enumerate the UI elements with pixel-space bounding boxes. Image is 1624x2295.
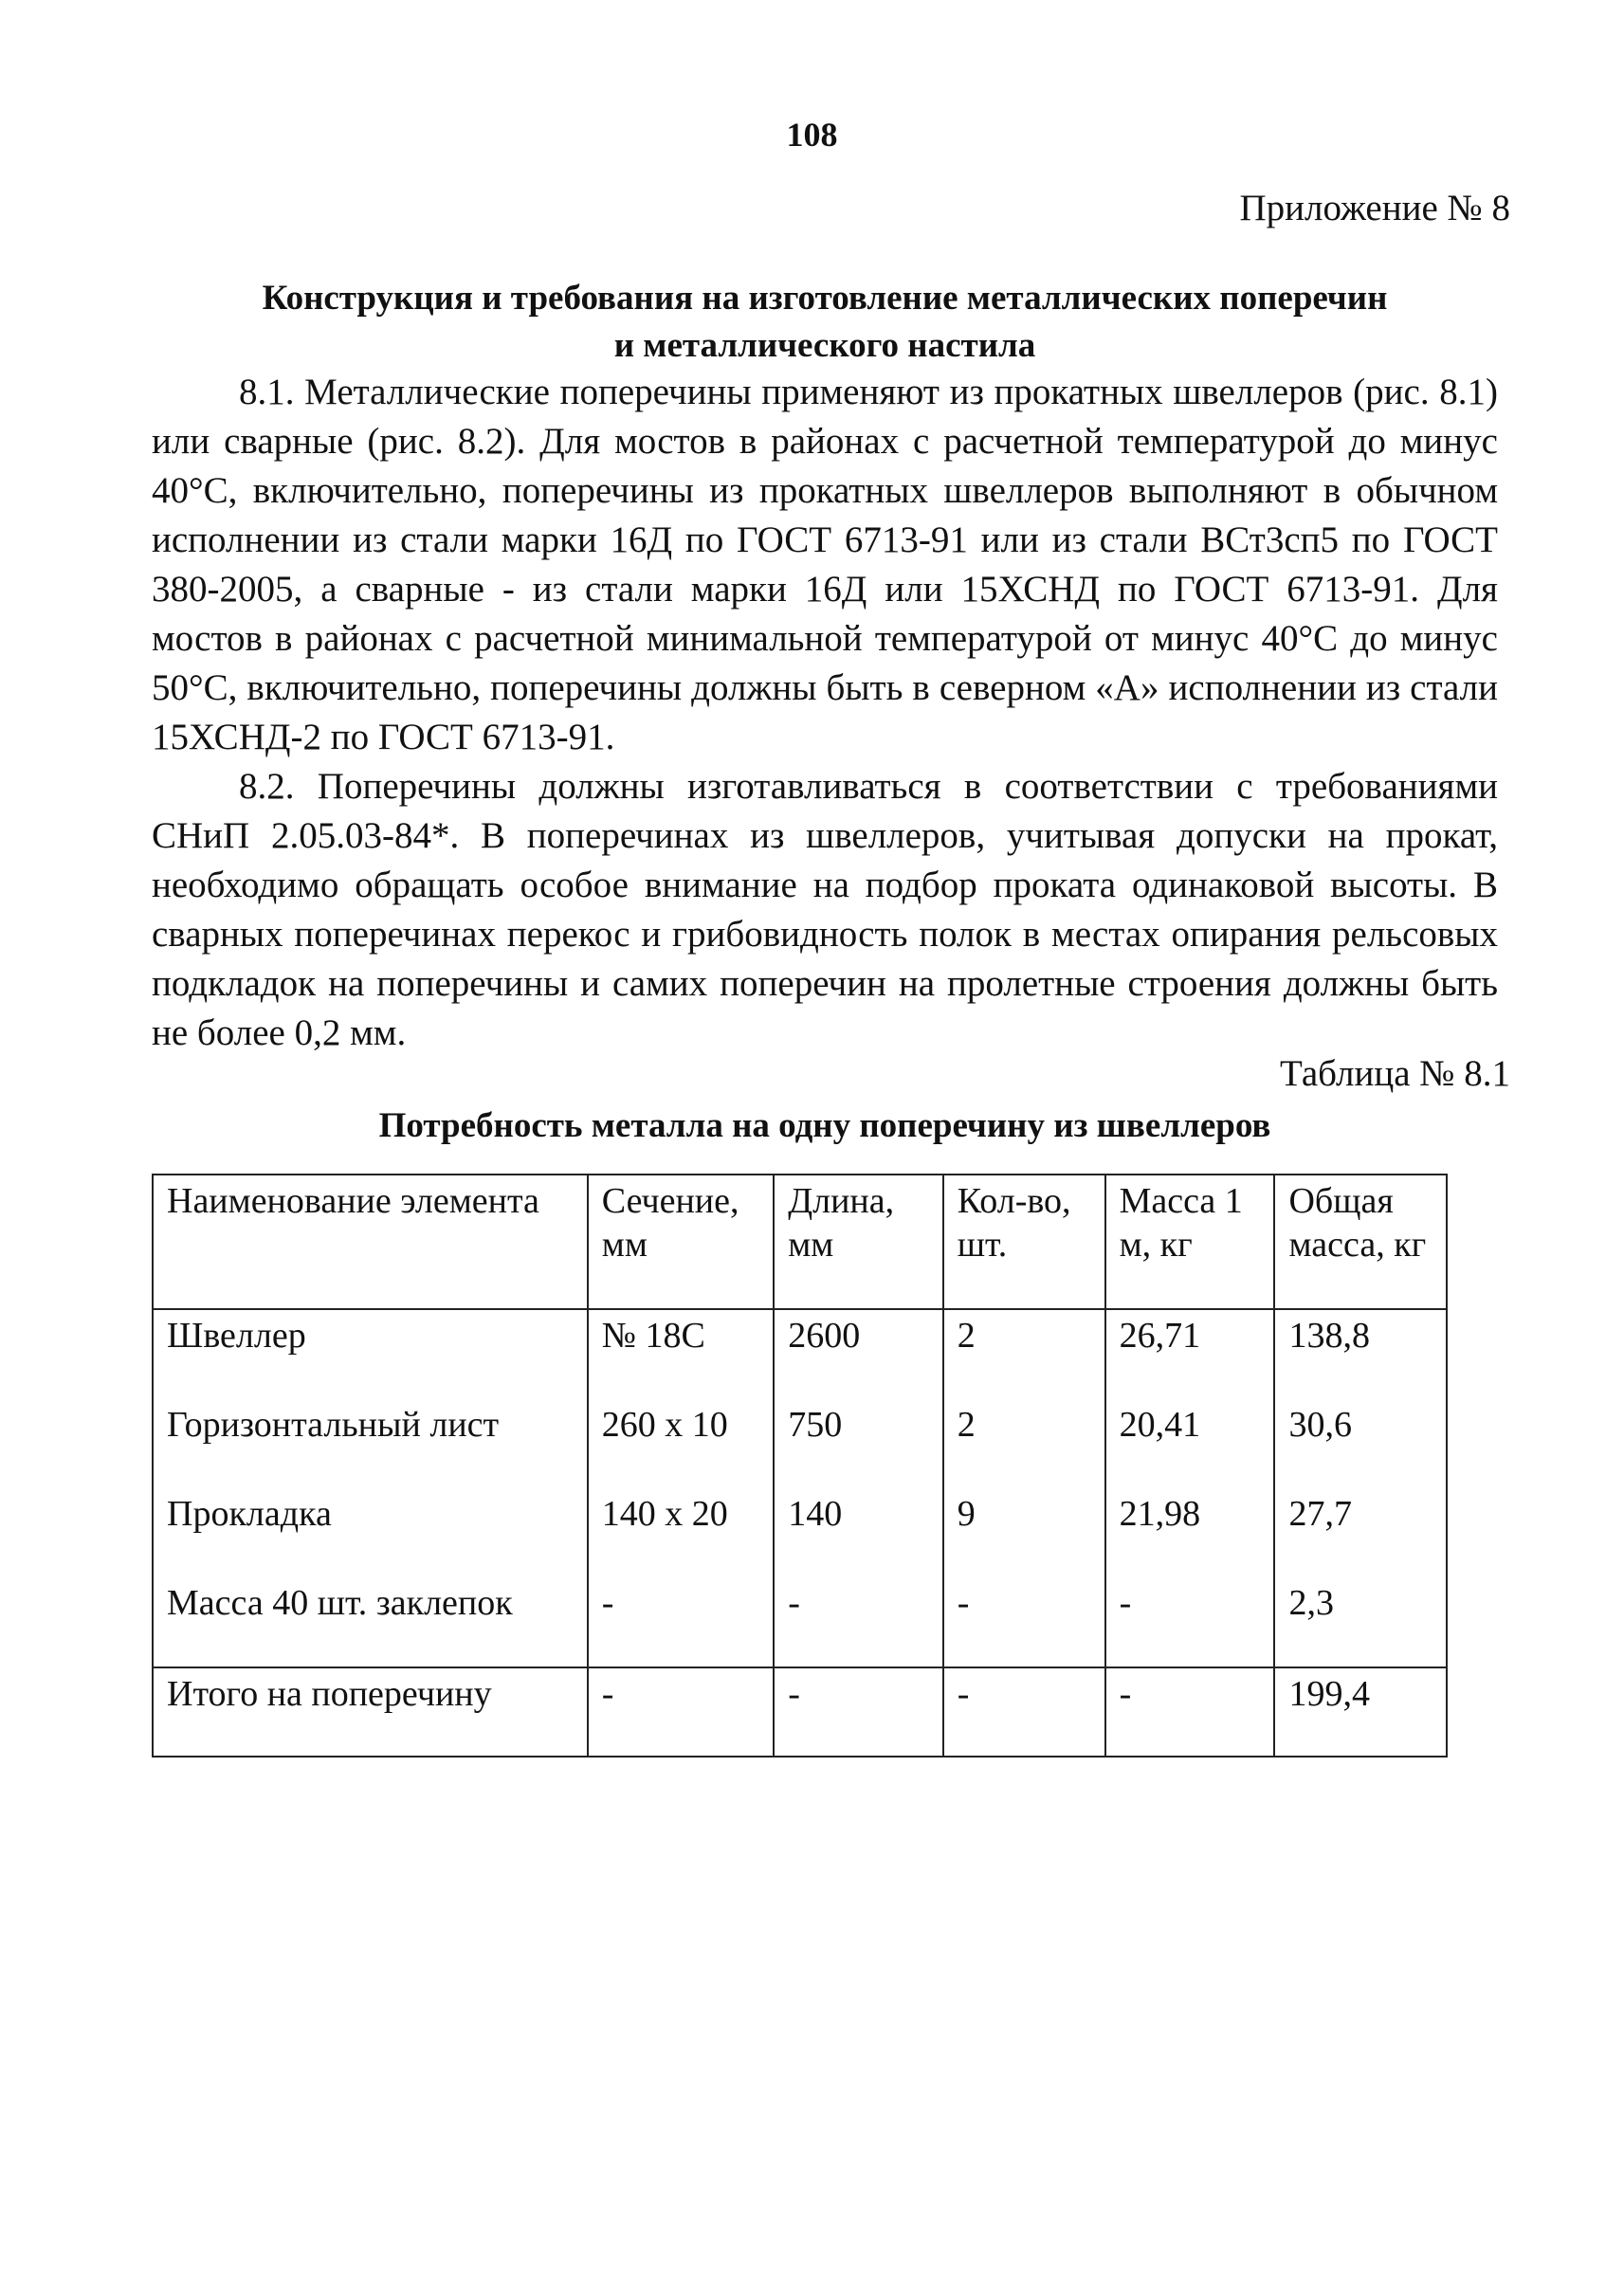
table-title: Потребность металла на одну поперечину из швеллеров [378,1106,1271,1145]
metal-requirement-table [152,1174,1448,1758]
header-element-name: Наименование элемента [153,1175,588,1309]
table-cell: 138,8 [1274,1309,1447,1399]
table-cell: 199,4 [1274,1667,1447,1757]
table-caption: Таблица № 8.1 [1279,1053,1510,1094]
table-cell: - [588,1577,774,1667]
table-cell: 26,71 [1105,1309,1275,1399]
header-length: Длина, мм [774,1175,943,1309]
table-cell: Итого на поперечину [153,1667,588,1757]
header-section: Сечение, мм [588,1175,774,1309]
paragraph-8-2: 8.2. Поперечины должны изготавливаться в соответствии с требованиями СНиП 2.05.03-84*. В поперечинах из швеллеров, учитывая допуски на прокат, необходимо обращать особое внимание на подбор проката одинаковой высоты. В сварных поперечинах перекос и грибовидность полок в местах опирания рельсовых подкладок на поперечины и самих поперечин на пролетные строения должны быть не более 0,2 мм. [152,766,1498,1053]
header-quantity: Кол-во, шт. [943,1175,1105,1309]
table-cell: 140 х 20 [588,1488,774,1577]
table-cell: 9 [943,1488,1105,1577]
document-title-line-1: Конструкция и требования на изготовление металлических поперечин [262,279,1388,318]
table-cell: 2 [943,1309,1105,1399]
table-cell: 21,98 [1105,1488,1275,1577]
table-row [153,1309,1447,1399]
table-cell: 27,7 [1274,1488,1447,1577]
table-cell: - [588,1667,774,1757]
table-cell: - [774,1577,943,1667]
page-number: 108 [786,116,838,154]
table-header-row [153,1175,1447,1309]
header-total-mass: Общая масса, кг [1274,1175,1447,1309]
table-cell: - [774,1667,943,1757]
table-cell: Горизонтальный лист [153,1399,588,1488]
header-mass-per-meter: Масса 1 м, кг [1105,1175,1275,1309]
table-cell: 750 [774,1399,943,1488]
table-cell: - [943,1667,1105,1757]
table-cell: - [943,1577,1105,1667]
table-cell: Прокладка [153,1488,588,1577]
table-cell: Масса 40 шт. заклепок [153,1577,588,1667]
table-total-row [153,1667,1447,1757]
table-cell: № 18С [588,1309,774,1399]
table-cell: 2,3 [1274,1577,1447,1667]
table-row [153,1577,1447,1667]
table-cell: 30,6 [1274,1399,1447,1488]
table-cell: 2600 [774,1309,943,1399]
table-cell: 2 [943,1399,1105,1488]
table-cell: 140 [774,1488,943,1577]
table-cell: - [1105,1577,1275,1667]
table-row [153,1488,1447,1577]
paragraph-8-1: 8.1. Металлические поперечины применяют из прокатных швеллеров (рис. 8.1) или сварные (рис. 8.2). Для мостов в районах с расчетной температурой до минус 40°С, включительно, поперечины из прокатных швеллеров выполняют в обычном исполнении из стали марки 16Д по ГОСТ 6713-91 или из стали ВСт3сп5 по ГОСТ 380-2005, а сварные - из стали марки 16Д или 15ХСНД по ГОСТ 6713-91. Для мостов в районах с расчетной минимальной температурой от минус 40°С до минус 50°С, включительно, поперечины должны быть в северном «А» исполнении из стали 15ХСНД-2 по ГОСТ 6713-91. [152,372,1498,757]
document-title-line-2: и металлического настила [613,326,1036,365]
body-text [152,368,1498,1058]
table-row [153,1399,1447,1488]
table-cell: 20,41 [1105,1399,1275,1488]
table-cell: Швеллер [153,1309,588,1399]
document-title [152,275,1498,370]
table-cell: - [1105,1667,1275,1757]
appendix-label: Приложение № 8 [1239,188,1510,228]
table-cell: 260 х 10 [588,1399,774,1488]
